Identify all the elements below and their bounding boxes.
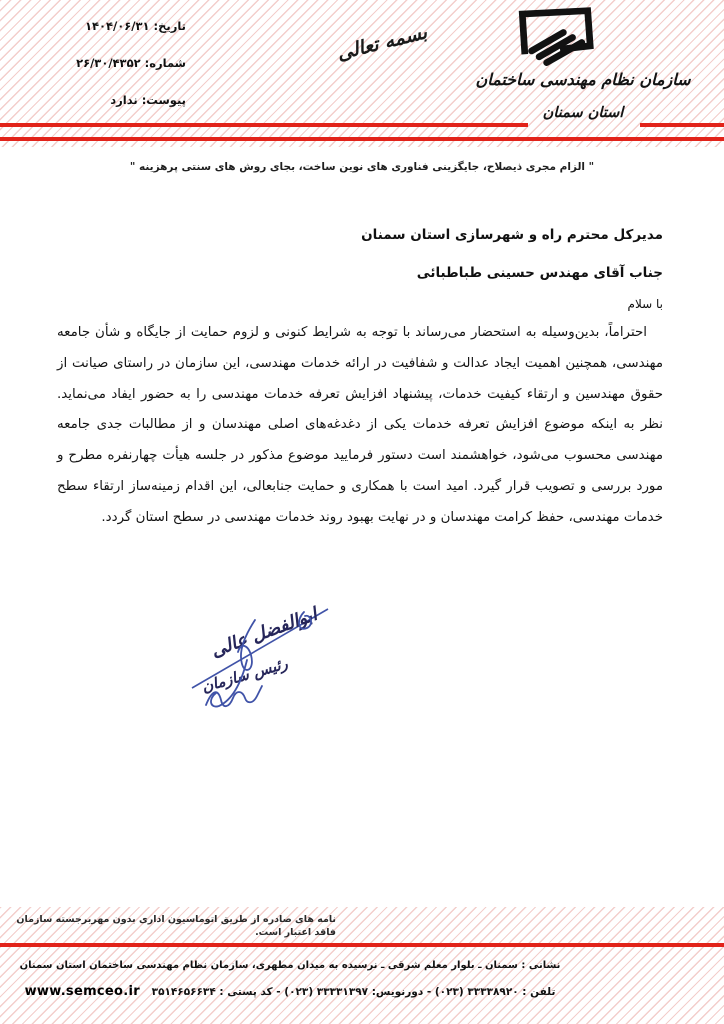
header-red-rule-top-left	[0, 123, 528, 127]
letterhead-slogan: " الزام مجری ذیصلاح، جایگزینی فناوری های نوین ساخت، بجای روش های سنتی پرهزینه "	[129, 161, 595, 173]
recipient-line-2: جناب آقای مهندس حسینی طباطبائی	[416, 265, 663, 281]
irceo-building-logo-icon	[513, 4, 597, 66]
attachment-value: ندارد	[110, 93, 138, 107]
letter-meta	[38, 8, 186, 119]
meta-date	[38, 8, 186, 45]
footer-contact-line	[10, 984, 570, 999]
recipient-block	[361, 216, 663, 292]
salutation: با سلام	[627, 297, 663, 311]
date-value: ۱۴۰۴/۰۶/۳۱	[84, 19, 150, 33]
recipient-line-1: مدیرکل محترم راه و شهرسازی استان سمنان	[361, 227, 663, 243]
header-red-rule-bottom	[0, 137, 724, 141]
footer-address: نشانی : سمنان ـ بلوار معلم شرقی ـ نرسیده به میدان مطهری، سازمان نظام مهندسی ساختمان استان سمنان	[19, 960, 561, 971]
footer-red-rule	[0, 943, 724, 947]
header-red-rule-top-right	[640, 123, 724, 127]
attachment-label: پیوست:	[141, 93, 186, 107]
letter-body: احتراماً، بدین‌وسیله به استحضار می‌رساند با توجه به شرایط کنونی و لزوم حمایت از جایگاه و شأن جامعه مهندسی، همچنین اهمیت ایجاد عدالت و شفافیت در ارائه خدمات مهندسی، این سازمان در راستای صیانت از حقوق مهندسین و ارتقاء کیفیت خدمات، پیشنهاد افزایش تعرفه خدمات مهندسی را به حضور ایفاد می‌نماید. نظر به اینکه موضوع افزایش تعرفه خدمات یکی از دغدغه‌های اصلی مهندسان و از مطالبات جدی جامعه مهندسی محسوب می‌شود، خواهشمند است دستور فرمایید موضوع مذکور در جلسه هیأت چهارنفره مطرح و مورد بررسی و تصویب قرار گیرد. امید است با همکاری و حمایت جنابعالی، این اقدام زمینه‌ساز ارتقاء سطح خدمات مهندسی، حفظ کرامت مهندسان و در نهایت بهبود روند خدمات مهندسی در سطح استان گردد.	[57, 325, 663, 525]
number-value: ۲۶/۳۰/۴۳۵۲	[76, 56, 141, 70]
besmele-calligraphy: بسمه تعالی	[334, 21, 430, 65]
meta-attachment	[38, 82, 186, 119]
signature-block	[158, 592, 353, 732]
organization-name: سازمان نظام مهندسی ساختمان	[475, 70, 691, 89]
meta-number	[38, 45, 186, 82]
contact-numbers: تلفن : ۳۳۳۳۸۹۲۰ (۰۲۳) - دورنویس: ۳۳۳۳۱۳۹۷ (۰۲۳) - کد پستی : ۳۵۱۴۶۵۶۶۳۴	[151, 986, 556, 998]
website-url: www.semceo.ir	[24, 984, 140, 999]
validity-note: نامه های صادره از طریق اتوماسیون اداری بدون مهربرجسته سازمان فاقد اعتبار است.	[16, 914, 336, 938]
signatory-title: رئیس سازمان	[199, 654, 290, 697]
date-label: تاریخ:	[153, 19, 186, 33]
organization-province: استان سمنان	[542, 104, 624, 121]
number-label: شماره:	[144, 56, 186, 70]
signatory-name: ابوالفضل عالی	[208, 603, 320, 662]
